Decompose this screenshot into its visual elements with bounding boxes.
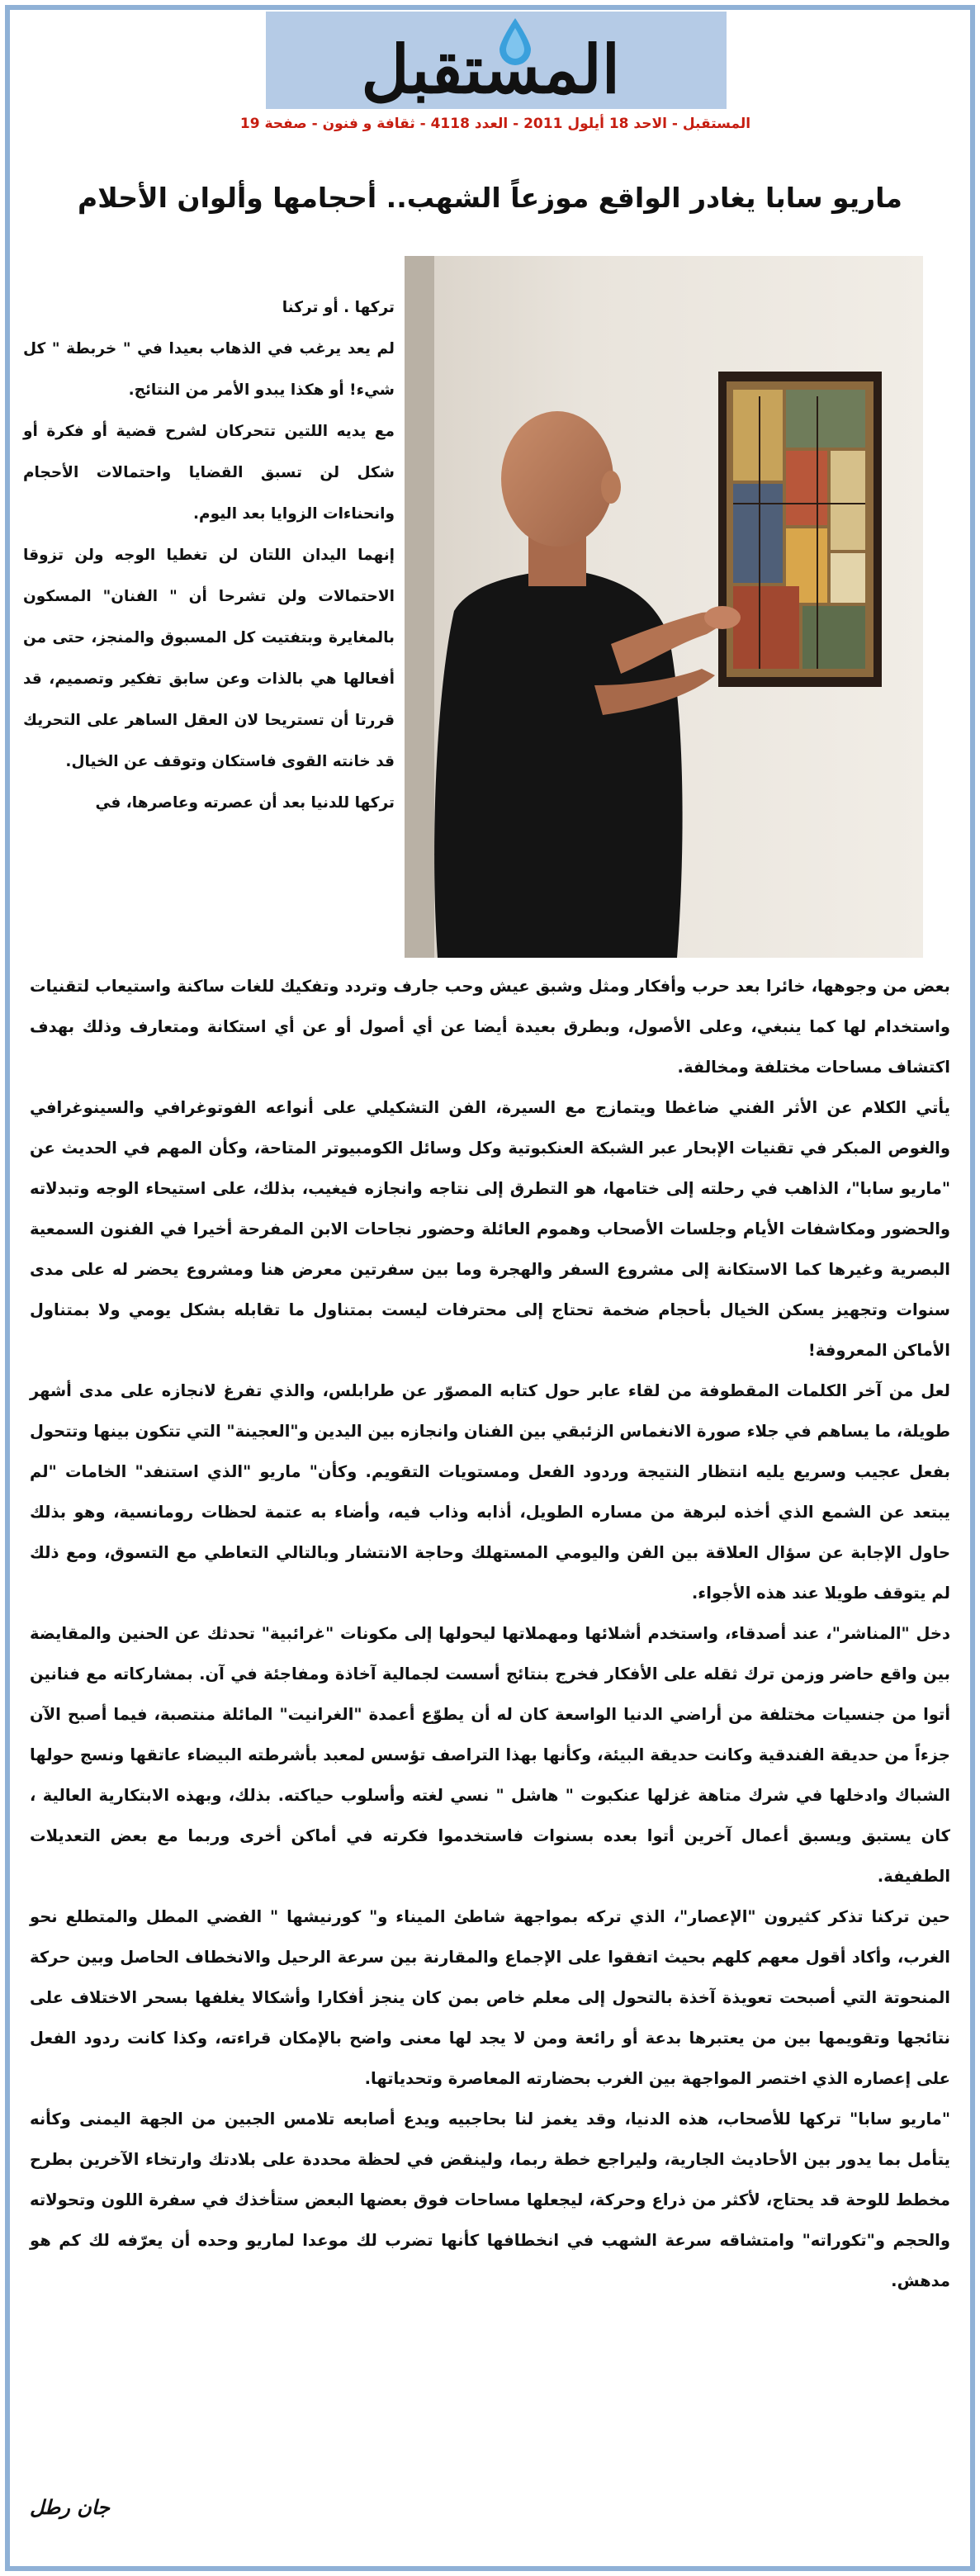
body-paragraph: بعض من وجوهها، خائرا بعد حرب وأفكار ومثل وشبق عيش وحب جارف وتردد وتفكيك للغات ساكنة واستيعاب لتقنيات واستخدام لها كما ينبغي، وعلى الأصول، وبطرق بعيدة أيضا عن أي أصول أو عن أي استكانة ومتعارف وذلك بهدف اكتشاف مساحات مختلفة ومخالفة.	[30, 977, 950, 1077]
body-paragraph: دخل "المناشر"، عند أصدقاء، واستخدم أشلائها ومهملاتها ليحولها إلى مكونات "غرائبية" تحدثك عن الحنين والمقايضة بين واقع حاضر وزمن ترك ثقله على الأفكار فخرج بنتائج أسست لجمالية آخاذة ومفاجئة في آن. بمشاركاته مع فنانين أتوا من جنسيات مختلفة من أراضي الدنيا الواسعة كان له أن يطوّع أعمدة "الغرانيت" المائلة منتصبة، فيما أصبح الآن جزءاً من حديقة الفندقية وكانت حديقة البيئة، وكأنها بهذا التراصف تؤسس لمعبد بأشرطته البيضاء عاتقها ونسج حولها الشباك وادخلها في شرك متاهة غزلها عنكبوت " هاشل " نسي لغته وأسلوب حياكته. بذلك، وبهذه الابتكارية العالية ، كان يستبق ويسبق أعمال آخرين أتوا بعده بسنوات فاستخدموا فكرته في أماكن أخرى وربما مع بعض التعديلات الطفيفة.	[30, 1624, 950, 1886]
intro-paragraph: لم يعد يرغب في الذهاب بعيدا في " خربطة " كل شيء! أو هكذا يبدو الأمر من النتائج.	[23, 340, 395, 399]
body-paragraph: "ماريو سابا" تركها للأصحاب، هذه الدنيا، وقد يغمز لنا بحاجبيه ويدع أصابعه تلامس الجبين من الجهة اليمنى وكأنه يتأمل بما يدور بين الأحاديث الجارية، وليراجع خطة ربما، ولينقض في لحظة محددة على بلادتك وارتخاء الآخرين بطرح مخطط للوحة قد يحتاج، لأكثر من ذراع وحركة، ليجعلها مساحات فوق بعضها البعض ستأخذك في سفرة اللون وتحولاته والحجم و"تكوراته" وامتشاقه سرعة الشهب في انخطافها كأنها تضرب لك موعدا لماريو وحده أن يعرّفه لك كم هو مدهش.	[30, 2110, 950, 2290]
intro-paragraph: تركها . أو تركنا	[282, 299, 395, 316]
article-photo	[405, 256, 923, 958]
intro-paragraph: مع يديه اللتين تتحركان لشرح قضية أو فكرة أو شكل لن تسبق القضايا واحتمالات الأحجام وانحناءات الزوايا بعد اليوم.	[23, 423, 395, 523]
body-paragraph: يأتي الكلام عن الأثر الفني ضاغطا ويتمازج مع السيرة، الفن التشكيلي على أنواعه الفوتوغرافي والسينوغرافي والغوص المبكر في تقنيات الإبحار عبر الشبكة العنكبوتية وكل وسائل الكومبيوتر المتاحة، وكأن المهم في الحديث عن "ماريو سابا"، الذاهب في رحلته إلى ختامها، هو التطرق إلى نتاجه وانجازه فيغيب، بذلك، على استيحاء الوجه وتبدلاته والحضور ومكاشفات الأيام وجلسات الأصحاب وهموم العائلة وحضور نجاحات الابن المفرحة أخيرا في الفنون السمعية البصرية وغيرها كما الاستكانة إلى مشروع السفر والهجرة وما بين سفرتين معرض هنا ومشروع يحضر له على مدى سنوات وتجهيز يسكن الخيال بأحجام ضخمة تحتاج إلى محترفات ليست بمتناول ما تقابله بشكل يومي ولا بمتناول الأماكن المعروفة!	[30, 1098, 950, 1360]
newspaper-logo	[361, 15, 620, 108]
masthead-banner	[266, 12, 727, 109]
intro-paragraph: تركها للدنيا بعد أن عصرته وعاصرها، في	[95, 794, 395, 812]
logo-text: المستقبل	[361, 31, 620, 108]
article-body	[30, 966, 950, 2301]
painting-frame	[718, 372, 882, 687]
intro-column	[23, 287, 395, 824]
body-paragraph: حين تركنا تذكر كثيرون "الإعصار"، الذي تركه بمواجهة شاطئ الميناء و" كورنيشها " الفضي المطل والمتطلع نحو الغرب، وأكاد أقول معهم كلهم بحيث اتفقوا على الإجماع والمقارنة بين سرعة الرحيل والانخطاف الحاصل وبين حركة المنحوتة التي أصبحت تعويذة آخذة بالتحول إلى معلم خاص بمن كان ينجز أفكارا وأشكالا يغلفها بسحر الاختلاف على نتائجها وتقويمها بين من يعتبرها بدعة أو رائعة ومن لا يجد لها معنى واضح بالإمكان قراءته، وكذا كانت ردود الفعل على إعصاره الذي اختصر المواجهة بين الغرب بحضارته المعاصرة وتحدياتها.	[30, 1907, 950, 2088]
body-paragraph: لعل من آخر الكلمات المقطوفة من لقاء عابر حول كتابه المصوّر عن طرابلس، والذي تفرغ لانجازه على مدى أشهر طويلة، ما يساهم في جلاء صورة الانغماس الزئبقي بين الفنان وانجازه بين اليدين و"العجينة" التي تتكون بينها وتتحول بفعل عجيب وسريع يليه انتظار النتيجة وردود الفعل ومستويات التقويم. وكأن" ماريو "الذي استنفد" الخامات "لم يبتعد عن الشمع الذي أخذه لبرهة من مساره الطويل، أذابه وذاب فيه، وأضاء به عتمة لحظات رومانسية، وهو بذلك حاول الإجابة عن سؤال العلاقة بين الفن واليومي المستهلك وحاجة الانتشار وبالتالي التعاطي مع التسوق، ومع ذلك لم يتوقف طويلا عند هذه الأجواء.	[30, 1381, 950, 1603]
author-signature: جان رطل	[30, 2495, 110, 2519]
article-headline: ماريو سابا يغادر الواقع موزعاً الشهب.. أحجامها وألوان الأحلام	[78, 182, 902, 214]
intro-paragraph: إنهما اليدان اللتان لن تغطيا الوجه ولن تزوقا الاحتمالات ولن تشرحا أن " الفنان" المسكون بالمغايرة وبتفتيت كل المسبوق والمنجز، حتى من أفعالها هي بالذات وعن سابق تفكير وتصميم، قد قررتا أن تستريحا لان العقل الساهر على التحريك قد خانته القوى فاستكان وتوقف عن الخيال.	[23, 547, 395, 770]
dateline: المستقبل - الاحد 18 أيلول 2011 - العدد 4118 - ثقافة و فنون - صفحة 19	[239, 116, 751, 132]
